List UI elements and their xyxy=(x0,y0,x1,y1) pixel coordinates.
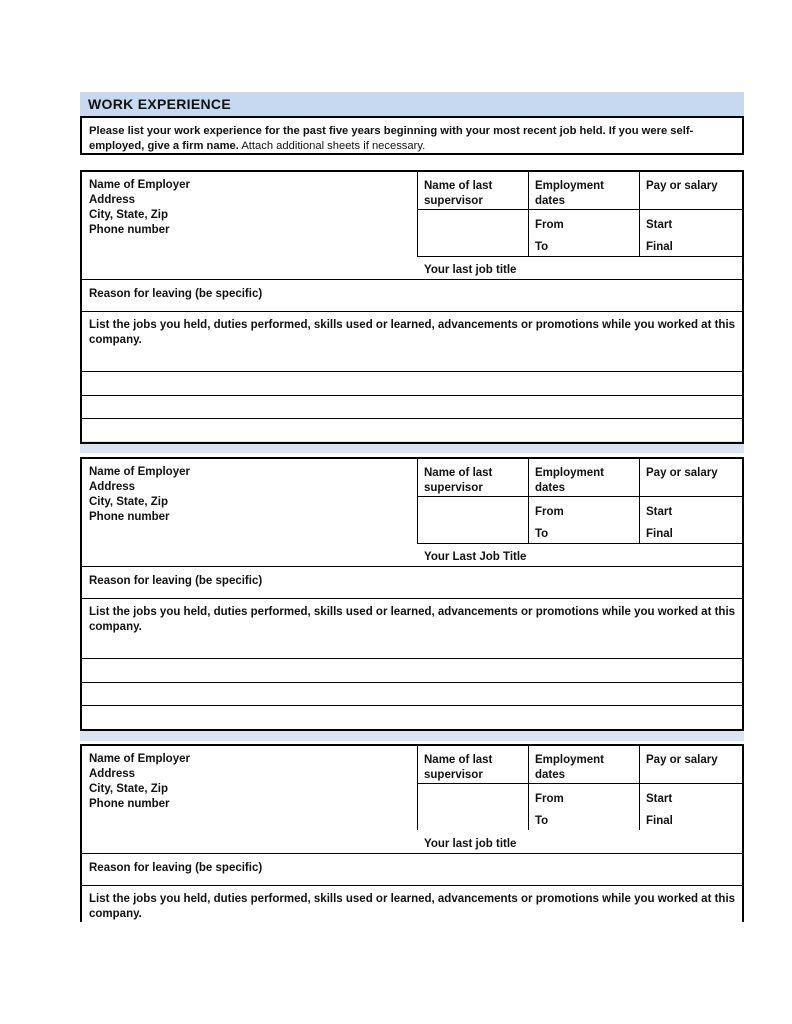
answer-row[interactable] xyxy=(82,396,742,417)
employer-block-2 xyxy=(80,457,744,731)
employment-dates-label: Employment dates xyxy=(535,180,605,207)
start-salary-field[interactable]: Start xyxy=(646,793,673,805)
supervisor-input[interactable] xyxy=(418,784,528,830)
pay-salary-label: Pay or salary xyxy=(646,754,718,766)
employer-info-label: Address xyxy=(89,481,136,493)
answer-row[interactable] xyxy=(82,706,742,727)
reason-for-leaving-field[interactable]: Reason for leaving (be specific) xyxy=(89,288,263,300)
instructions-normal: Attach additional sheets if necessary. xyxy=(241,140,426,152)
duties-field[interactable]: List the jobs you held, duties performed, skills used or learned, advancements or promotions while you worked at this company. xyxy=(89,319,736,346)
from-date-field[interactable]: From xyxy=(535,219,564,231)
col-divider xyxy=(639,172,640,256)
to-date-field[interactable]: To xyxy=(535,815,549,827)
col-divider xyxy=(528,746,529,830)
employer-block-1 xyxy=(80,170,744,444)
employer-info-field[interactable] xyxy=(89,465,190,525)
row-divider xyxy=(417,256,742,257)
to-date-field[interactable]: To xyxy=(535,241,549,253)
section-title: WORK EXPERIENCE xyxy=(88,96,231,112)
job-title-field[interactable]: Your Last Job Title xyxy=(424,551,527,563)
start-salary-field[interactable]: Start xyxy=(646,219,673,231)
col-divider xyxy=(639,459,640,543)
employer-info-label: Phone number xyxy=(89,224,170,236)
row-divider xyxy=(82,311,742,312)
final-salary-field[interactable]: Final xyxy=(646,528,673,540)
employer-info-label: City, State, Zip xyxy=(89,209,169,221)
employer-info-label: City, State, Zip xyxy=(89,496,169,508)
job-title-field[interactable]: Your last job title xyxy=(424,264,517,276)
final-salary-field[interactable]: Final xyxy=(646,815,673,827)
employer-info-label: Name of Employer xyxy=(89,466,190,478)
pay-salary-label: Pay or salary xyxy=(646,180,718,192)
supervisor-label: Name of last supervisor xyxy=(424,180,493,207)
to-date-field[interactable]: To xyxy=(535,528,549,540)
employer-info-label: Name of Employer xyxy=(89,753,190,765)
employer-info-label: Name of Employer xyxy=(89,179,190,191)
start-salary-field[interactable]: Start xyxy=(646,506,673,518)
supervisor-label: Name of last supervisor xyxy=(424,754,493,781)
employer-info-label: Address xyxy=(89,768,136,780)
employer-block-3 xyxy=(80,744,744,922)
section-header xyxy=(80,92,744,116)
final-salary-field[interactable]: Final xyxy=(646,241,673,253)
row-divider xyxy=(82,853,742,854)
answer-row[interactable] xyxy=(82,659,742,681)
employer-info-label: Address xyxy=(89,194,136,206)
employment-dates-label: Employment dates xyxy=(535,754,605,781)
from-date-field[interactable]: From xyxy=(535,506,564,518)
from-date-field[interactable]: From xyxy=(535,793,564,805)
col-divider xyxy=(528,172,529,256)
row-divider xyxy=(82,598,742,599)
employer-info-label: Phone number xyxy=(89,511,170,523)
employer-info-label: City, State, Zip xyxy=(89,783,169,795)
answer-row[interactable] xyxy=(82,419,742,440)
pay-salary-label: Pay or salary xyxy=(646,467,718,479)
instructions-bold: Please list your work experience for the past five years beginning with your most recent job held. If you were self-employed, give a firm name. xyxy=(89,125,694,152)
row-divider xyxy=(417,543,742,544)
reason-for-leaving-field[interactable]: Reason for leaving (be specific) xyxy=(89,575,263,587)
employment-dates-label: Employment dates xyxy=(535,467,605,494)
instructions-box xyxy=(80,116,744,155)
col-divider xyxy=(639,746,640,830)
duties-field[interactable]: List the jobs you held, duties performed, skills used or learned, advancements or promotions while you worked at this company. xyxy=(89,893,736,920)
instructions-text xyxy=(89,124,739,154)
job-title-field[interactable]: Your last job title xyxy=(424,838,517,850)
col-divider xyxy=(528,459,529,543)
supervisor-label: Name of last supervisor xyxy=(424,467,493,494)
duties-field[interactable]: List the jobs you held, duties performed, skills used or learned, advancements or promotions while you worked at this company. xyxy=(89,606,736,633)
employer-info-label: Phone number xyxy=(89,798,170,810)
employer-info-field[interactable] xyxy=(89,178,190,238)
row-divider xyxy=(82,279,742,280)
answer-row[interactable] xyxy=(82,372,742,394)
employer-info-field[interactable] xyxy=(89,752,190,812)
answer-row[interactable] xyxy=(82,683,742,704)
row-divider xyxy=(82,566,742,567)
supervisor-input[interactable] xyxy=(418,497,528,543)
supervisor-input[interactable] xyxy=(418,210,528,256)
row-divider xyxy=(82,885,742,886)
reason-for-leaving-field[interactable]: Reason for leaving (be specific) xyxy=(89,862,263,874)
